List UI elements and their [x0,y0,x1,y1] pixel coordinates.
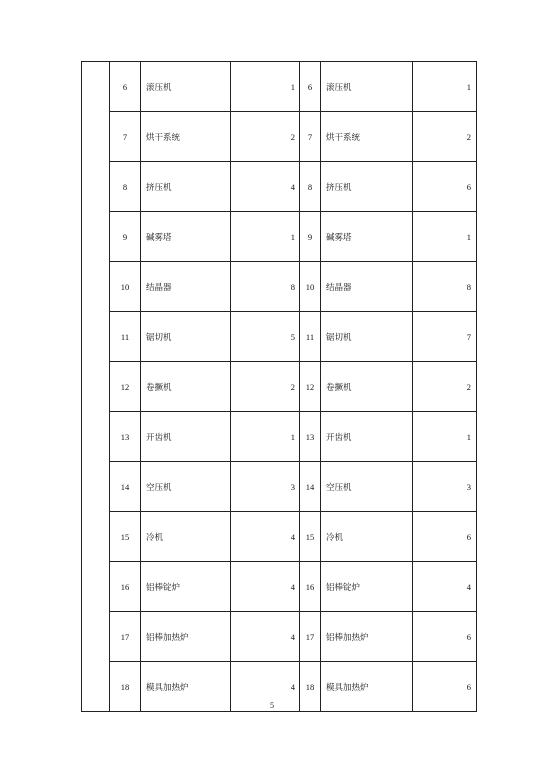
row-number-right: 7 [300,112,321,162]
quantity-right: 7 [413,312,477,362]
table-row [82,462,477,512]
row-number-right: 11 [300,312,321,362]
quantity-left: 1 [231,412,300,462]
quantity-right: 4 [413,562,477,612]
equipment-name-right: 铝棒锭炉 [321,562,413,612]
equipment-name-left: 锯切机 [141,312,231,362]
equipment-name-left: 铝棒锭炉 [141,562,231,612]
row-number-right: 15 [300,512,321,562]
row-number-right: 12 [300,362,321,412]
equipment-name-right: 锯切机 [321,312,413,362]
equipment-name-left: 碱雾塔 [141,212,231,262]
row-number-left: 16 [110,562,141,612]
equipment-name-left: 结晶器 [141,262,231,312]
table-row [82,412,477,462]
equipment-name-left: 滚压机 [141,62,231,112]
merged-category-cell [82,62,110,712]
row-number-left: 9 [110,212,141,262]
equipment-name-right: 碱雾塔 [321,212,413,262]
equipment-name-left: 烘干系统 [141,112,231,162]
quantity-right: 6 [413,512,477,562]
quantity-left: 5 [231,312,300,362]
row-number-right: 6 [300,62,321,112]
page-number: 5 [270,701,274,710]
quantity-left: 4 [231,162,300,212]
row-number-left: 17 [110,612,141,662]
table-row [82,212,477,262]
equipment-table-body [82,62,477,712]
table-row [82,312,477,362]
quantity-right: 6 [413,612,477,662]
row-number-right: 9 [300,212,321,262]
equipment-name-left: 挤压机 [141,162,231,212]
quantity-left: 4 [231,562,300,612]
quantity-right: 2 [413,112,477,162]
quantity-right: 6 [413,162,477,212]
equipment-name-left: 卷撅机 [141,362,231,412]
quantity-left: 1 [231,212,300,262]
row-number-left: 11 [110,312,141,362]
quantity-right: 1 [413,212,477,262]
equipment-name-right: 空压机 [321,462,413,512]
quantity-left: 2 [231,112,300,162]
row-number-left: 18 [110,662,141,712]
equipment-name-right: 卷撅机 [321,362,413,412]
equipment-name-left: 冷机 [141,512,231,562]
row-number-right: 10 [300,262,321,312]
quantity-right: 1 [413,62,477,112]
table-row [82,512,477,562]
equipment-name-right: 结晶器 [321,262,413,312]
table-row [82,162,477,212]
row-number-right: 14 [300,462,321,512]
equipment-name-right: 冷机 [321,512,413,562]
row-number-left: 13 [110,412,141,462]
row-number-left: 7 [110,112,141,162]
equipment-name-left: 模具加热炉 [141,662,231,712]
row-number-right: 8 [300,162,321,212]
equipment-name-left: 铝棒加热炉 [141,612,231,662]
row-number-left: 15 [110,512,141,562]
row-number-left: 6 [110,62,141,112]
quantity-left: 4 [231,612,300,662]
equipment-name-right: 烘干系统 [321,112,413,162]
quantity-right: 2 [413,362,477,412]
row-number-left: 10 [110,262,141,312]
table-row [82,612,477,662]
table-row [82,262,477,312]
quantity-left: 8 [231,262,300,312]
quantity-right: 3 [413,462,477,512]
table-row [82,62,477,112]
quantity-right: 8 [413,262,477,312]
quantity-right: 6 [413,662,477,712]
table-row [82,562,477,612]
equipment-name-right: 模具加热炉 [321,662,413,712]
table-row [82,112,477,162]
equipment-name-left: 空压机 [141,462,231,512]
equipment-table [81,61,477,712]
row-number-left: 8 [110,162,141,212]
row-number-right: 13 [300,412,321,462]
quantity-left: 3 [231,462,300,512]
row-number-left: 14 [110,462,141,512]
quantity-right: 1 [413,412,477,462]
equipment-name-right: 挤压机 [321,162,413,212]
table-row [82,362,477,412]
row-number-right: 17 [300,612,321,662]
quantity-left: 2 [231,362,300,412]
quantity-left: 4 [231,512,300,562]
row-number-left: 12 [110,362,141,412]
quantity-left: 4 [231,662,300,712]
equipment-name-right: 铝棒加热炉 [321,612,413,662]
row-number-right: 16 [300,562,321,612]
equipment-name-right: 开齿机 [321,412,413,462]
row-number-right: 18 [300,662,321,712]
quantity-left: 1 [231,62,300,112]
equipment-name-right: 滚压机 [321,62,413,112]
equipment-name-left: 开齿机 [141,412,231,462]
